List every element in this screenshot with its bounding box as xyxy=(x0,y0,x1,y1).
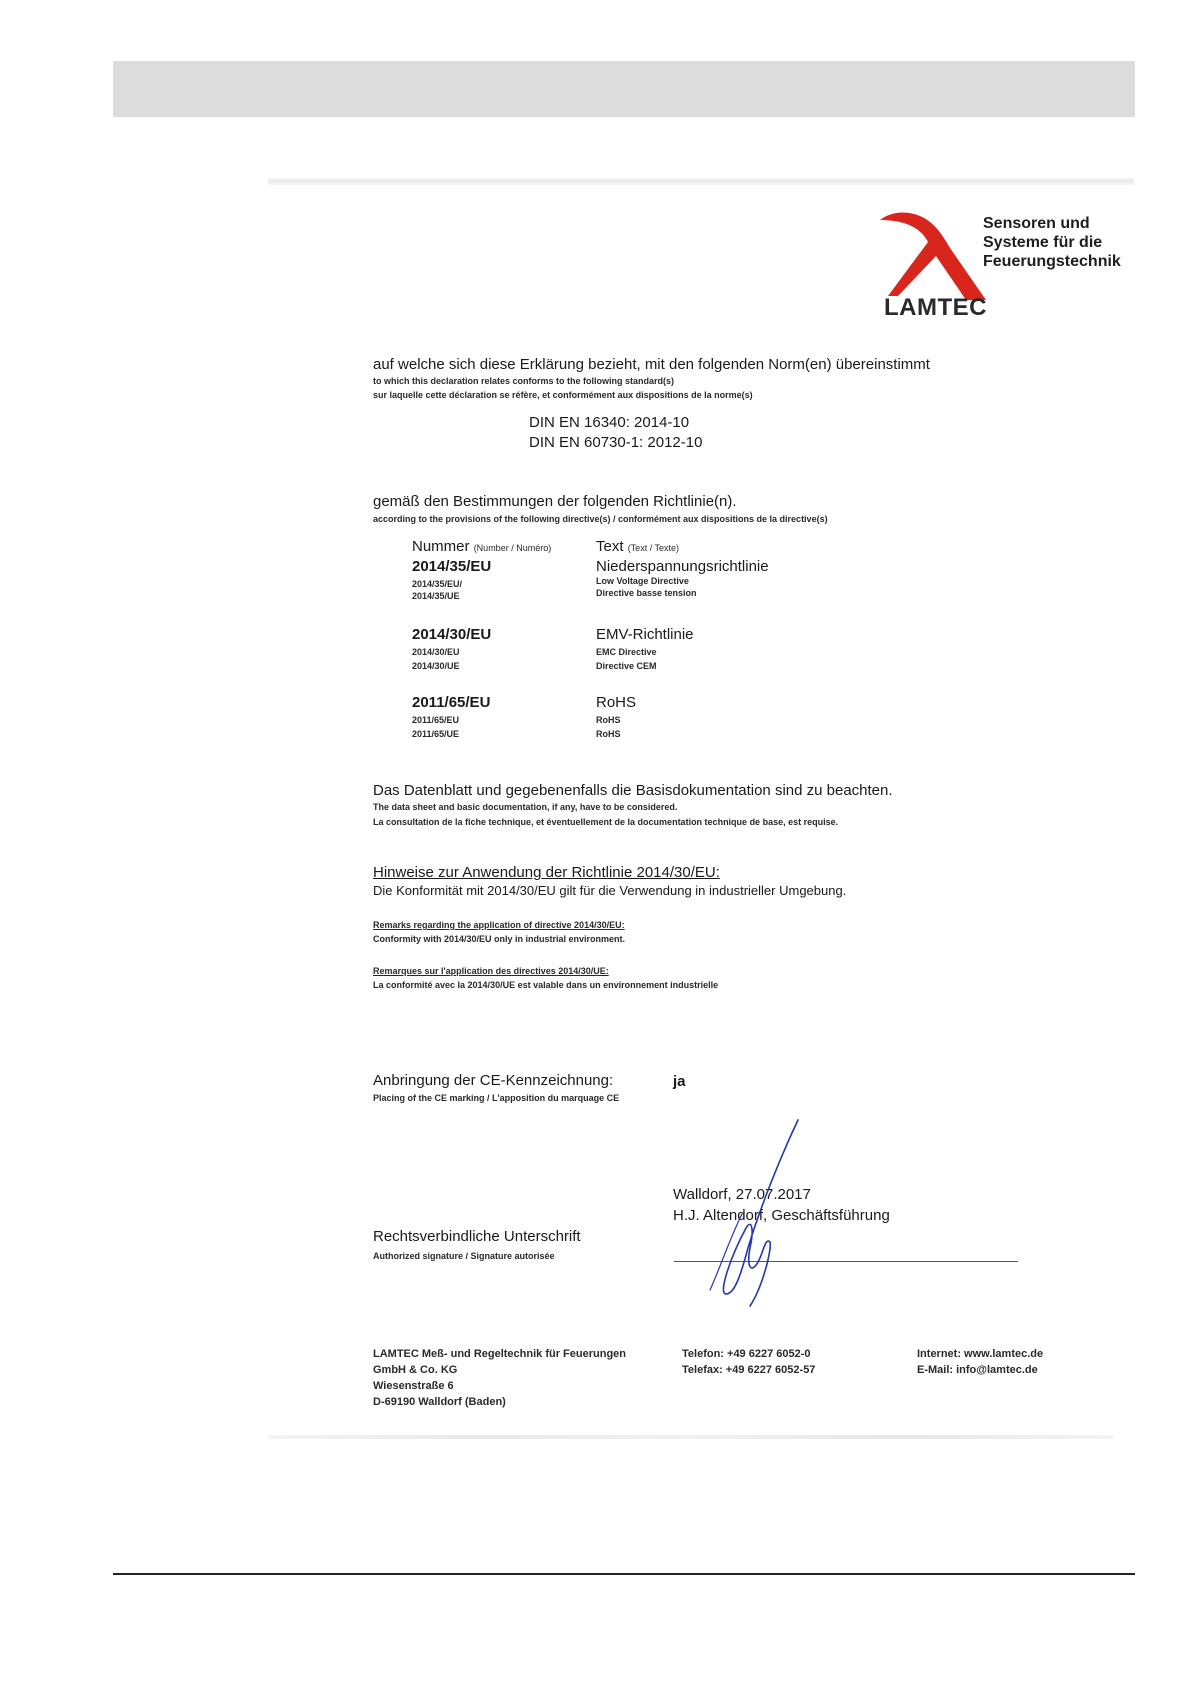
address-line-1: LAMTEC Meß- und Regeltechnik für Feuerungen xyxy=(373,1348,627,1360)
handwritten-signature-icon xyxy=(690,1118,810,1308)
directive-text-fr: Directive basse tension xyxy=(596,588,697,598)
signer-name: H.J. Altendorf, Geschäftsführung xyxy=(673,1207,890,1224)
signature-label: Rechtsverbindliche Unterschrift xyxy=(373,1228,581,1245)
lamtec-logo-icon xyxy=(880,212,992,300)
logo-tagline xyxy=(983,214,1121,271)
company-internet: Internet: www.lamtec.de xyxy=(917,1348,1044,1360)
directive-text-en: RoHS xyxy=(596,715,621,725)
company-fax: Telefax: +49 6227 6052-57 xyxy=(682,1364,816,1376)
remarks-title-fr: Remarques sur l'application des directives 2014/30/UE: xyxy=(373,966,609,976)
datasheet-note-en: The data sheet and basic documentation, if any, have to be considered. xyxy=(373,802,678,812)
column-header-number-sub: (Number / Numéro) xyxy=(473,543,552,553)
directive-text: Niederspannungsrichtlinie xyxy=(596,558,769,575)
address-line-4: D-69190 Walldorf (Baden) xyxy=(373,1396,506,1408)
ce-marking-label: Anbringung der CE-Kennzeichnung: xyxy=(373,1072,614,1089)
directive-text-fr: Directive CEM xyxy=(596,661,657,671)
column-header-number-label: Nummer xyxy=(412,538,470,555)
remarks-text-fr: La conformité avec la 2014/30/UE est valable dans un environnement industrielle xyxy=(373,980,719,990)
remarks-title-de: Hinweise zur Anwendung der Richtlinie 2014/30/EU: xyxy=(373,864,720,881)
header-band xyxy=(113,61,1135,117)
tagline-line-2: Systeme für die xyxy=(983,234,1103,251)
standards-heading: auf welche sich diese Erklärung bezieht, mit den folgenden Norm(en) übereinstimmt xyxy=(373,356,930,373)
column-header-text-label: Text xyxy=(596,538,624,555)
standards-heading-fr: sur laquelle cette déclaration se réfère, et conformément aux dispositions de la norme(s) xyxy=(373,390,753,400)
place-date: Walldorf, 27.07.2017 xyxy=(673,1186,811,1203)
directive-number-fr: 2011/65/UE xyxy=(412,729,460,739)
signature-label-sub: Authorized signature / Signature autorisée xyxy=(373,1251,555,1261)
tagline-line-1: Sensoren und xyxy=(983,215,1090,232)
standard-item-2: DIN EN 60730-1: 2012-10 xyxy=(529,434,703,451)
directive-number-fr: 2014/30/UE xyxy=(412,661,460,671)
directive-text-fr: RoHS xyxy=(596,729,621,739)
address-line-3: Wiesenstraße 6 xyxy=(373,1380,454,1392)
company-phone: Telefon: +49 6227 6052-0 xyxy=(682,1348,811,1360)
address-line-2: GmbH & Co. KG xyxy=(373,1364,458,1376)
directives-heading: gemäß den Bestimmungen der folgenden Richtlinie(n). xyxy=(373,493,737,510)
column-header-text xyxy=(596,538,679,555)
directive-text: RoHS xyxy=(596,694,637,711)
directives-heading-sub: according to the provisions of the following directive(s) / conformément aux dispositions de la directive(s) xyxy=(373,514,828,524)
ce-marking-label-sub: Placing of the CE marking / L'apposition du marquage CE xyxy=(373,1093,620,1103)
scan-top-edge xyxy=(268,177,1134,185)
directive-text: EMV-Richtlinie xyxy=(596,626,694,643)
company-web xyxy=(917,1346,1043,1378)
company-email: E-Mail: info@lamtec.de xyxy=(917,1364,1038,1376)
standard-item-1: DIN EN 16340: 2014-10 xyxy=(529,414,690,431)
directive-number: 2014/30/EU xyxy=(412,626,492,643)
directive-number: 2011/65/EU xyxy=(412,694,491,711)
directive-number-en: 2014/30/EU xyxy=(412,647,460,657)
directive-text-en: EMC Directive xyxy=(596,647,657,657)
standards-heading-en: to which this declaration relates conforms to the following standard(s) xyxy=(373,376,675,386)
directive-text-en: Low Voltage Directive xyxy=(596,576,689,586)
directive-number: 2014/35/EU xyxy=(412,558,492,575)
tagline-line-3: Feuerungstechnik xyxy=(983,253,1121,270)
logo-wordmark: LAMTEC xyxy=(884,294,987,321)
company-contact xyxy=(682,1346,815,1378)
scan-bottom-edge xyxy=(268,1435,1114,1439)
datasheet-note-fr: La consultation de la fiche technique, et éventuellement de la documentation technique de base, est requise. xyxy=(373,817,839,827)
remarks-title-en: Remarks regarding the application of directive 2014/30/EU: xyxy=(373,920,625,930)
column-header-number xyxy=(412,538,551,555)
column-header-text-sub: (Text / Texte) xyxy=(627,543,680,553)
datasheet-note: Das Datenblatt und gegebenenfalls die Basisdokumentation sind zu beachten. xyxy=(373,782,893,799)
footer-rule xyxy=(113,1573,1135,1575)
remarks-text-de: Die Konformität mit 2014/30/EU gilt für die Verwendung in industrieller Umgebung. xyxy=(373,883,847,898)
directive-number-en: 2011/65/EU xyxy=(412,715,460,725)
directive-number-fr: 2014/35/UE xyxy=(412,591,460,601)
company-address xyxy=(373,1346,626,1410)
remarks-text-en: Conformity with 2014/30/EU only in industrial environment. xyxy=(373,934,626,944)
ce-marking-value: ja xyxy=(673,1073,686,1090)
directive-number-en: 2014/35/EU/ xyxy=(412,579,463,589)
